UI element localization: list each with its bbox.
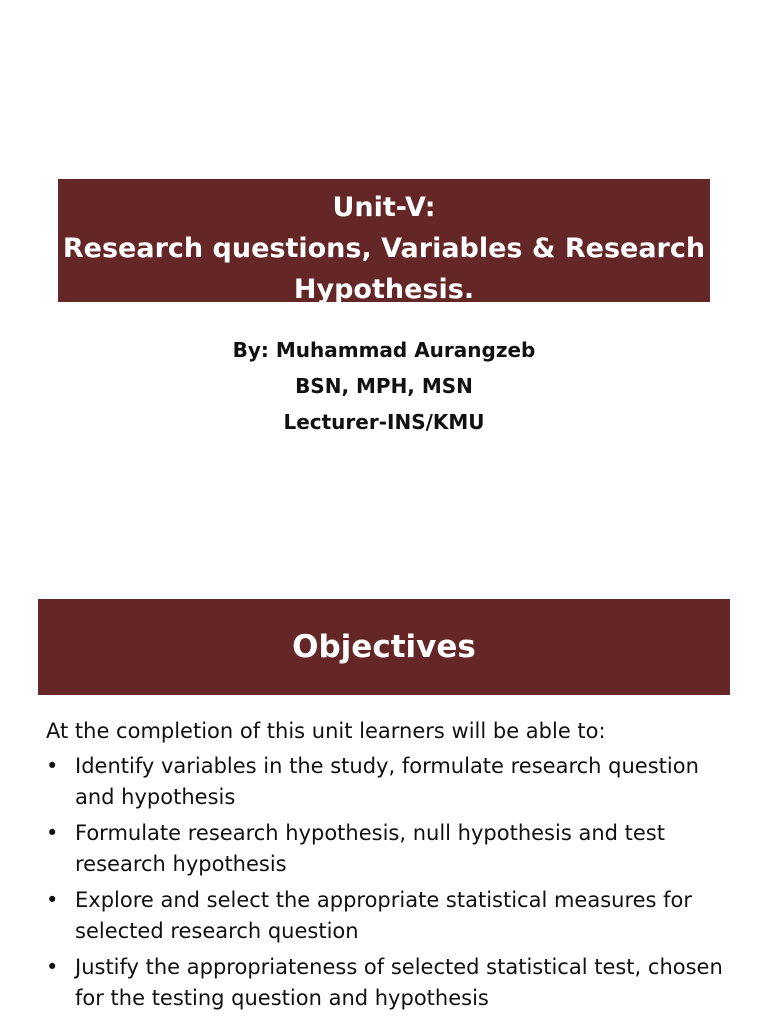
list-item-text: Explore and select the appropriate statistical measures for selected research question: [75, 888, 693, 943]
author-name: By: Muhammad Aurangzeb: [232, 338, 536, 362]
title-line-3: Hypothesis.: [293, 274, 475, 305]
objectives-banner: [38, 599, 730, 695]
bullet-icon: •: [46, 888, 59, 912]
list-item-text: Formulate research hypothesis, null hypothesis and test research hypothesis: [75, 821, 665, 876]
objectives-heading: Objectives: [292, 629, 476, 665]
objectives-content: [46, 716, 736, 1019]
bullet-icon: •: [46, 821, 59, 845]
bullet-icon: •: [46, 754, 59, 778]
title-banner: [58, 179, 710, 305]
objectives-list: [46, 751, 736, 1014]
list-item-text: Identify variables in the study, formulate research question and hypothesis: [75, 754, 699, 809]
bullet-icon: •: [46, 955, 59, 979]
author-position: Lecturer-INS/KMU: [283, 410, 485, 434]
list-item: [46, 952, 736, 1014]
list-item: [46, 751, 736, 813]
author-block: [0, 332, 768, 440]
list-item: [46, 885, 736, 947]
author-degrees: BSN, MPH, MSN: [295, 374, 473, 398]
list-item: [46, 818, 736, 880]
title-line-1: Unit-V:: [332, 192, 436, 223]
title-line-2: Research questions, Variables & Research: [62, 233, 706, 264]
objectives-intro: At the completion of this unit learners will be able to:: [46, 719, 606, 743]
list-item-text: Justify the appropriateness of selected statistical test, chosen for the testing question and hypothesis: [75, 955, 723, 1010]
